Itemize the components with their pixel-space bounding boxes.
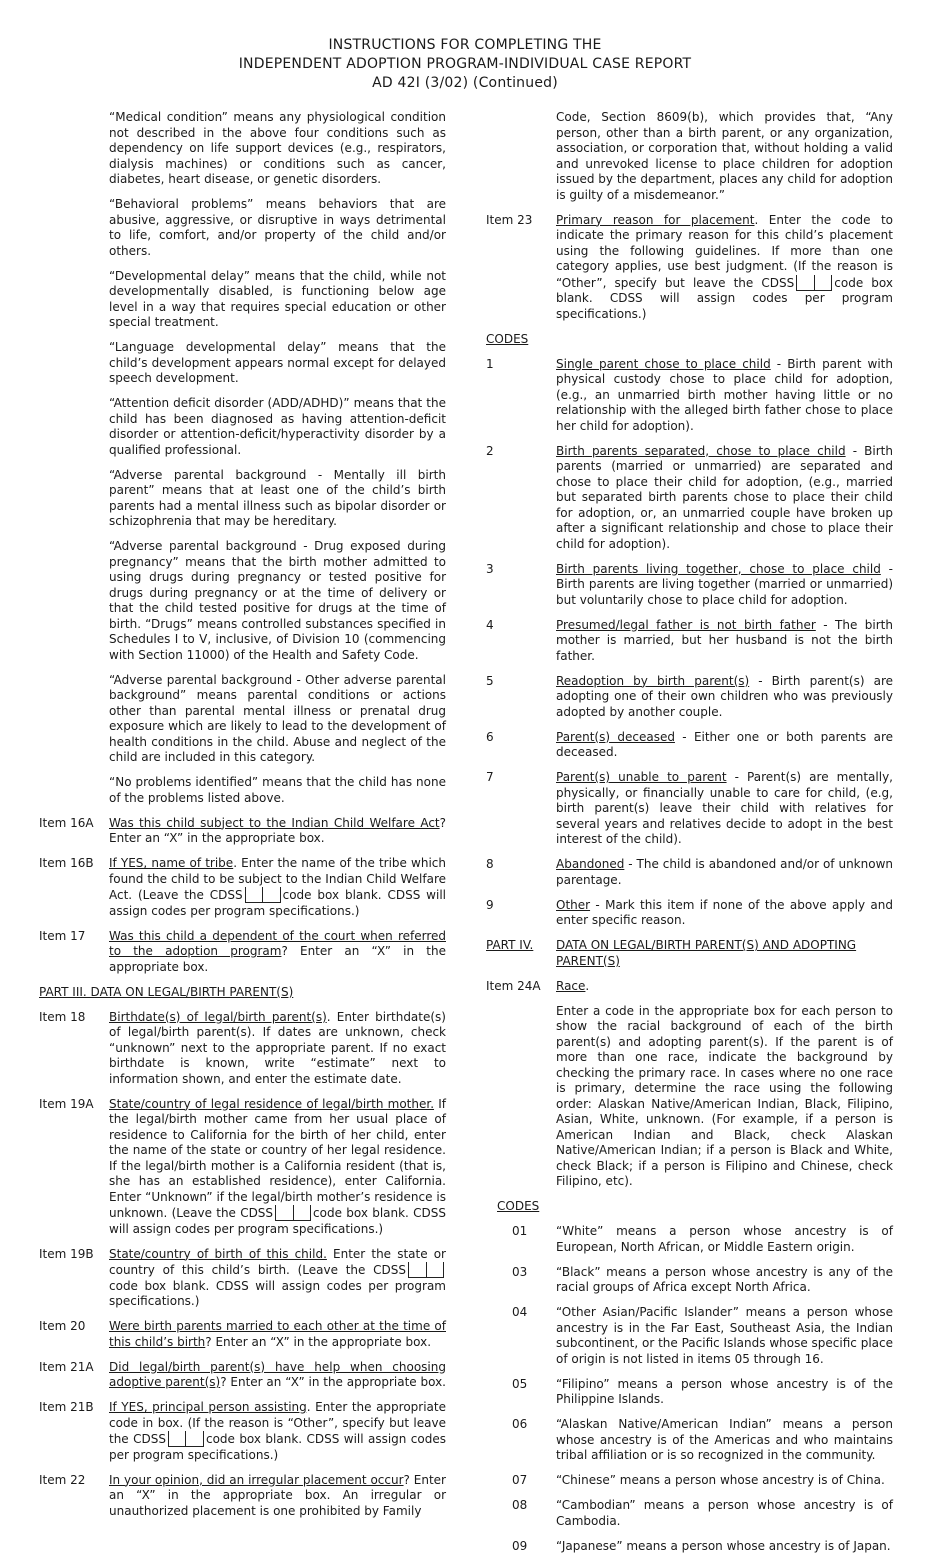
item-title: Primary reason for placement [556,212,755,227]
code-text: - Birth parent(s) are adopting one of their own children who was previously adopted by another couple. [556,673,894,719]
codes-heading: CODES [486,331,529,346]
item-text: ? Enter an “X” in the appropriate box. An irregular or unauthorized placement is one prohibited by Family [109,1472,446,1518]
item-label: Item 16A [39,815,94,830]
item-label: Item 18 [39,1009,86,1024]
item-title: Did legal/birth parent(s) have help when choosing adoptive parent(s) [109,1359,446,1389]
code-text: - Birth parents are living together (married or unmarried) but voluntarily chose to place child for adoption. [556,561,893,607]
item-text: Enter the state or country of this child’s birth. (Leave the CDSS [109,1246,446,1277]
code-text: - Either one or both parents are deceased. [556,729,893,759]
item-text: ? Enter an “X” in the appropriate box. [205,1334,432,1349]
definition-medical: “Medical condition” means any physiological condition not described in the above four conditions such as dependency on life support devices (e.g., respirators, dialysis machines) or conditions such as cancer, diabetes, heart disease, or genetic disorders. [109,110,446,186]
code-number: 03 [512,1264,528,1279]
reason-code-4 [486,618,893,665]
item-19b [39,1247,446,1310]
header-line-2: INDEPENDENT ADOPTION PROGRAM-INDIVIDUAL CASE REPORT [238,56,692,72]
item-18 [39,1010,446,1088]
code-text: - The child is abandoned and/or of unknown parentage. [556,857,893,887]
definition-mentally-ill-parent: “Adverse parental background - Mentally ill birth parent” means that at least one of the child’s birth parents had a mental illness such as bipolar disorder or schizophrenia that may be hereditary. [109,467,446,528]
item-label: Item 19A [39,1096,94,1111]
item-label: Item 21A [39,1359,94,1374]
race-codes-heading: CODES [497,1199,540,1213]
code-number: 3 [486,561,494,576]
reason-code-5 [486,674,893,721]
code-text: “Chinese” means a person whose ancestry is of China. [556,1473,885,1487]
code-text: - Birth parent with physical custody chose to place child for adoption, (e.g., an unmarried birth mother having little or no relationship with the alleged birth father chose to place her child for adoption). [556,356,893,433]
item-text-continued: code box blank. CDSS will assign codes per program specifications.) [109,1278,446,1308]
code-title: Abandoned [556,857,625,871]
code-number: 6 [486,729,494,744]
code-number: 05 [512,1376,528,1391]
definition-behavioral: “Behavioral problems” means behaviors that are abusive, aggressive, or disruptive in ways detrimental to life, comfort, and/or property of the child and/or others. [109,197,446,258]
item-24a [486,979,893,995]
code-title: Readoption by birth parent(s) [556,673,750,688]
item-19a [39,1097,446,1238]
part-4-prefix: PART IV. [486,938,534,952]
item-text: . Enter birthdate(s) of legal/birth parent(s). If dates are unknown, check “unknown” next to the appropriate parent. If no exact birthdate is known, write “estimate” next to information shown, and enter the estimate date. [109,1009,446,1086]
definition-no-problems: “No problems identified” means that the child has none of the problems listed above. [109,775,446,805]
item-text: ? Enter an “X” in the appropriate box. [109,815,446,845]
definition-other-adverse: “Adverse parental background - Other adverse parental background” means parental conditions or actions other than parental mental illness or prenatal drug exposure which are likely to lead to the development of health conditions in the child. Abuse and neglect of the child are included in this category. [109,672,446,764]
race-code-06 [486,1417,893,1464]
code-number: 07 [512,1473,528,1487]
item-text: . Enter the appropriate code in box. (If the reason is “Other”, specify but leave the CDSS [109,1400,446,1446]
item-21b [39,1400,446,1463]
item-label: Item 20 [39,1319,86,1333]
reason-code-7 [486,770,893,848]
item-text-continued: code box blank. CDSS will assign codes per program specifications.) [109,1432,446,1462]
item-17 [39,929,446,976]
item-label: Item 23 [486,212,533,227]
code-number: 4 [486,617,494,632]
code-text: “Other Asian/Pacific Islander” means a person whose ancestry is in the Far East, Southeast Asia, the Indian subcontinent, or the Pacific Islands whose specific place of origin is not listed in items 05 through 16. [556,1305,893,1366]
race-code-08 [486,1498,893,1529]
code-number: 01 [512,1224,528,1238]
page-header [0,36,930,93]
code-title: Single parent chose to place child [556,356,771,371]
header-line-3: AD 42I (3/02) (Continued) [372,75,558,91]
reason-code-9 [486,898,893,929]
part-3-heading: PART III. DATA ON LEGAL/BIRTH PARENT(S) [39,984,294,999]
cdss-code-box [796,275,832,291]
right-column [486,110,893,1564]
reason-code-2 [486,444,893,553]
part-4-title: DATA ON LEGAL/BIRTH PARENT(S) AND ADOPTING PARENT(S) [556,938,857,968]
code-number: 9 [486,897,494,912]
item-text: . [585,978,590,993]
item-label: Item 16B [39,856,94,870]
code-number: 04 [512,1305,528,1319]
code-text: “Cambodian” means a person whose ancestry is of Cambodia. [556,1498,893,1528]
item-label: Item 22 [39,1472,86,1487]
code-number: 09 [512,1538,528,1553]
code-text: “Alaskan Native/American Indian” means a person whose ancestry is of the Americas and who maintains tribal affiliation or is so recognized in the community. [556,1417,893,1462]
item-label: Item 21B [39,1400,94,1414]
code-title: Birth parents living together, chose to place child [556,561,881,576]
item-23 [486,213,893,323]
code-text: - Birth parents (married or unmarried) are separated and chose to place their child for adoption, (e.g., married but separated birth parents chose to place their child for adoption, or, an unmarried couple have broken up after a significant relationship and chose to place their child for adoption). [556,443,893,551]
race-code-03 [486,1265,893,1296]
item-title: If YES, principal person assisting [109,1400,307,1414]
part-4-heading [486,938,893,969]
item-title: State/country of birth of this child. [109,1246,327,1261]
code-title: Birth parents separated, chose to place child [556,443,846,458]
item-text-continued: code box blank. CDSS will assign codes per program specifications.) [109,1206,446,1236]
item-title: Were birth parents married to each other at the time of this child’s birth [109,1319,446,1349]
item-title: Was this child subject to the Indian Child Welfare Act [109,815,440,830]
code-number: 8 [486,857,494,871]
item-text: . Enter the code to indicate the primary reason for this child’s placement using the following guidelines. If more than one category applies, use best judgment. (If the reason is “Other”, specify but leave the CDSS [556,212,893,290]
code-number: 2 [486,443,494,458]
left-column [39,110,446,1529]
item-title: Birthdate(s) of legal/birth parent(s) [109,1009,327,1024]
code-title: Other [556,897,591,912]
code-text: “Japanese” means a person whose ancestry is of Japan. [556,1538,891,1553]
item-title: If YES, name of tribe [109,856,234,870]
definition-drug-exposed: “Adverse parental background - Drug exposed during pregnancy” means that the birth mother admitted to using drugs during pregnancy or tested positive for drugs during pregnancy or at the time of delivery or that the child tested positive for drugs at the time of birth. “Drugs” means controlled substances specified in Schedules I to V, inclusive, of Division 10 (commencing with Section 11000) of the Health and Safety Code. [109,539,446,662]
code-title: Presumed/legal father is not birth father [556,617,816,632]
code-number: 06 [512,1417,528,1431]
item-label: Item 24A [486,978,541,993]
race-instructions: Enter a code in the appropriate box for each person to show the racial background of each of the birth parent(s) and adopting parent(s). If the parent is of more than one race, indicate the background by checking the primary race. In cases where no one race is primary, determine the race using the following order: Alaskan Native/American Indian, Black, Filipino, Asian, White, unknown. (For example, if a person is American Indian and Black, check Alaskan Native/American Indian; if a person is Black and White, check Black; if a person is Filipino and Chinese, check Filipino, etc). [556,1003,893,1188]
item-title: State/country of legal residence of legal/birth mother. [109,1096,435,1111]
code-text: “Filipino” means a person whose ancestry is of the Philippine Islands. [556,1376,893,1406]
code-number: 1 [486,356,494,371]
definition-language-delay: “Language developmental delay” means that the child’s development appears normal except for delayed speech development. [109,340,446,385]
code-title: Parent(s) deceased [556,729,675,744]
item-text: If the legal/birth mother came from her usual place of residence to California for the birth of her child, enter the name of the state or country of her legal residence. If the legal/birth mother is a California resident (that is, she has an established residence), enter California. Enter “Unknown” if the legal/birth mother’s residence is unknown. (Leave the CDSS [109,1096,447,1220]
item-label: Item 19B [39,1246,94,1261]
item-text-continued: code box blank. CDSS will assign codes per program specifications.) [109,888,447,918]
item-22 [39,1473,446,1520]
race-code-01 [486,1224,893,1255]
cdss-code-box [245,887,281,903]
header-line-1: INSTRUCTIONS FOR COMPLETING THE [328,37,602,53]
item-text: ? Enter an “X” in the appropriate box. [220,1375,446,1389]
definition-add-adhd: “Attention deficit disorder (ADD/ADHD)” means that the child has been diagnosed as having attention-deficit disorder or attention-deficit/hyperactivity disorder by a qualified professional. [109,396,446,457]
item-16a [39,816,446,847]
reason-code-3 [486,562,893,609]
reason-code-1 [486,357,893,435]
item-text: ? Enter an “X” in the appropriate box. [109,944,446,974]
race-code-05 [486,1377,893,1408]
item-text: . Enter the name of the tribe which found the child to be subject to the Indian Child Welfare Act. (Leave the CDSS [109,856,447,902]
code-text: - Parent(s) are mentally, physically, or financially unable to care for child, (e.g, birth parent(s) leave their child with relatives for several years and relatives decide to adopt in the best interest of the child). [556,770,893,846]
code-number: 08 [512,1498,528,1512]
item-22-continued: Code, Section 8609(b), which provides that, “Any person, other than a birth parent, or any organization, association, or corporation that, without holding a valid and unrevoked license to place children for adoption issued by the department, places any child for adoption is guilty of a misdemeanor.” [556,110,893,202]
item-title: Was this child a dependent of the court when referred to the adoption program [109,928,446,958]
reason-code-8 [486,857,893,888]
item-16b [39,856,446,919]
code-text: “Black” means a person whose ancestry is any of the racial groups of Africa except North Africa. [556,1264,893,1294]
item-21a [39,1360,446,1391]
race-code-04 [486,1305,893,1367]
definition-developmental-delay: “Developmental delay” means that the child, while not developmentally disabled, is functioning below age level in a way that requires special education or other special treatment. [109,268,446,329]
item-title: Race [556,978,586,993]
code-title: Parent(s) unable to parent [556,770,727,784]
item-label: Item 17 [39,928,86,943]
item-title: In your opinion, did an irregular placement occur [109,1472,404,1487]
cdss-code-box [275,1205,311,1221]
reason-code-6 [486,730,893,761]
item-20 [39,1319,446,1350]
code-text: - Mark this item if none of the above apply and enter specific reason. [556,897,893,927]
code-number: 5 [486,673,494,688]
item-text-continued: code box blank. CDSS will assign codes per program specifications.) [556,275,894,321]
cdss-code-box [408,1262,444,1278]
cdss-code-box [168,1431,204,1447]
code-text: “White” means a person whose ancestry is of European, North African, or Middle Eastern origin. [556,1224,893,1254]
race-code-09 [486,1539,893,1555]
race-code-07 [486,1473,893,1489]
code-text: - The birth mother is married, but her husband is not the birth father. [556,617,893,663]
code-number: 7 [486,770,494,784]
